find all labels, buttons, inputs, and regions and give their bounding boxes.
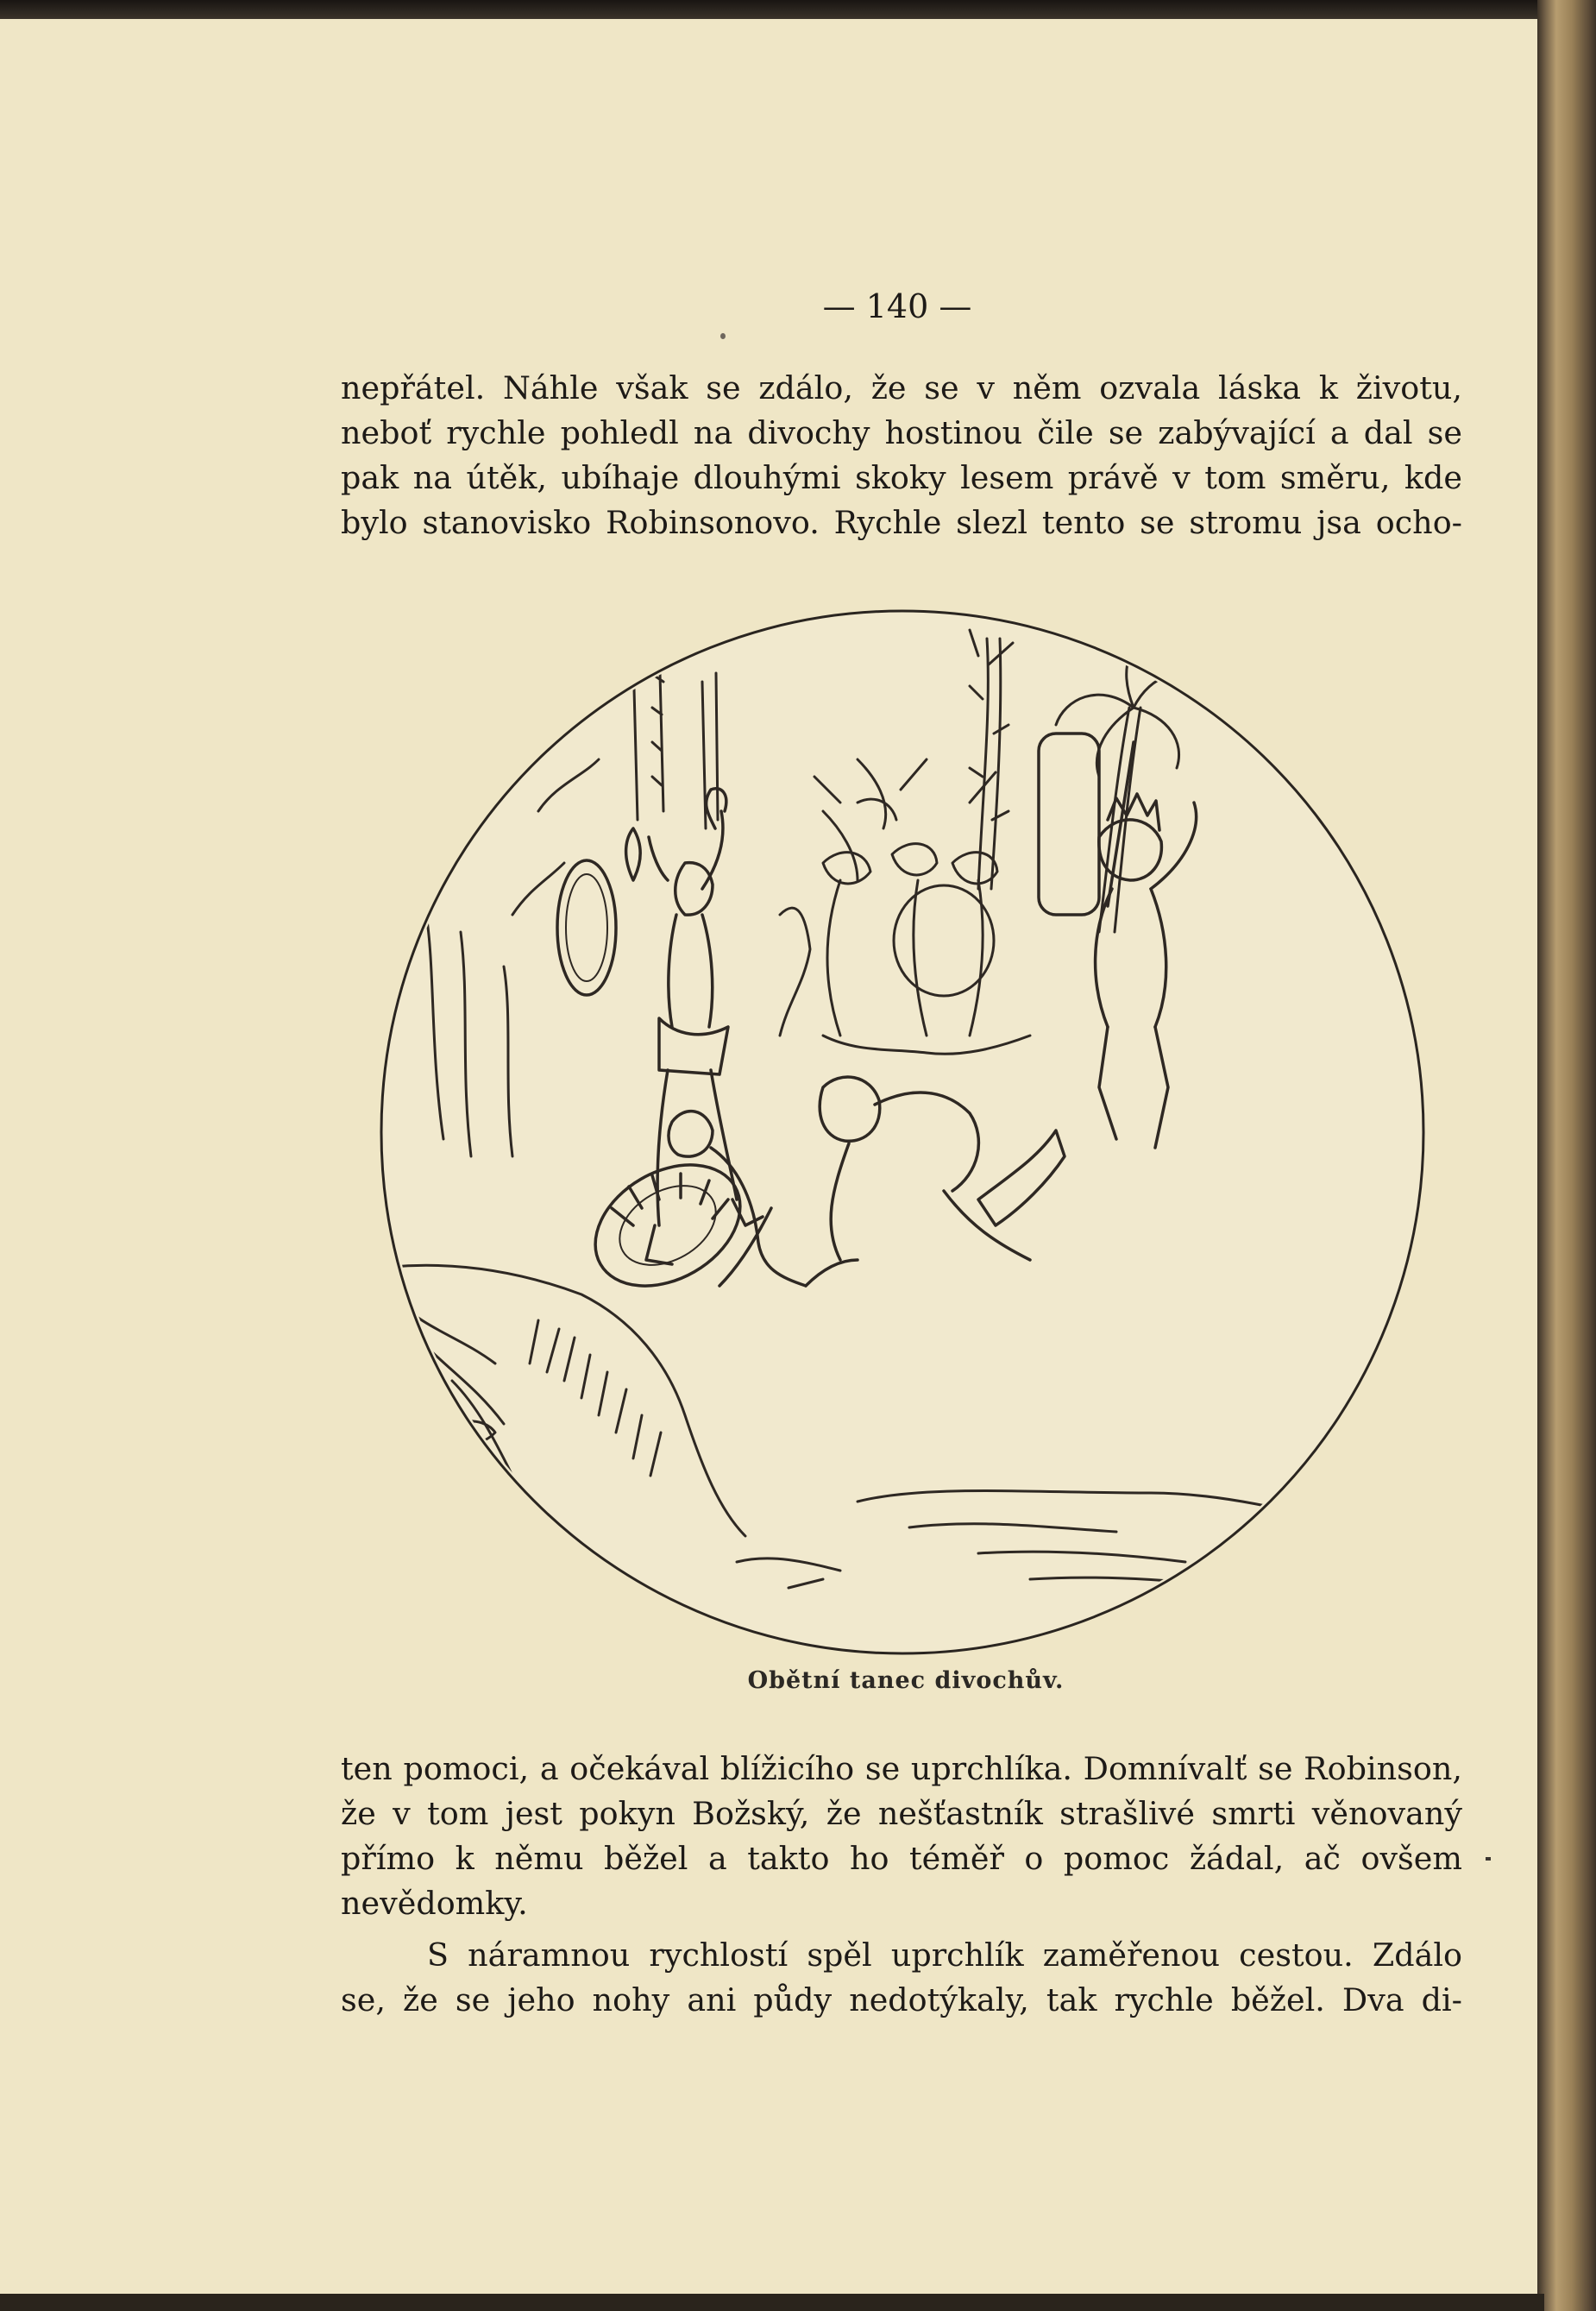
- roundel-frame: [381, 611, 1423, 1653]
- page-bottom-edge: [0, 2294, 1544, 2311]
- paragraph-top: [341, 366, 1462, 545]
- text-line: nepřátel. Náhle však se zdálo, že se v něm ozvala láska k životu,: [341, 369, 1462, 406]
- ink-speck: [720, 333, 726, 339]
- sacrificial-dance-illustration: [374, 604, 1430, 1660]
- illustration-caption: Obětní tanec divochův.: [747, 1667, 1065, 1694]
- text-line: nevědomky.: [341, 1885, 528, 1922]
- page-top-edge: [0, 0, 1544, 19]
- paragraph-bottom: [341, 1933, 1462, 2023]
- text-line: že v tom jest pokyn Božský, že nešťastník strašlivé smrti věnovaný: [341, 1795, 1462, 1832]
- text-line: neboť rychle pohledl na divochy hostinou čile se zabývající a dal se: [341, 414, 1462, 451]
- text-line: ten pomoci, a očekával blížicího se uprchlíka. Domnívalť se Robinson,: [341, 1750, 1462, 1787]
- text-line: se, že se jeho nohy ani půdy nedotýkaly, tak rychle běžel. Dva di-: [341, 1981, 1462, 2018]
- book-fore-edge: [1537, 0, 1596, 2311]
- text-line: bylo stanovisko Robinsonovo. Rychle slezl tento se stromu jsa ocho-: [341, 504, 1462, 541]
- text-line: S náramnou rychlostí spěl uprchlík zaměřenou cestou. Zdálo: [427, 1936, 1462, 1974]
- page-number: — 140 —: [822, 287, 972, 325]
- text-line: pak na útěk, ubíhaje dlouhými skoky lesem právě v tom směru, kde: [341, 459, 1462, 496]
- margin-mark: [1486, 1857, 1491, 1861]
- paragraph-middle: [341, 1747, 1462, 1926]
- text-line: přímo k němu běžel a takto ho téměř o pomoc žádal, ač ovšem: [341, 1840, 1462, 1877]
